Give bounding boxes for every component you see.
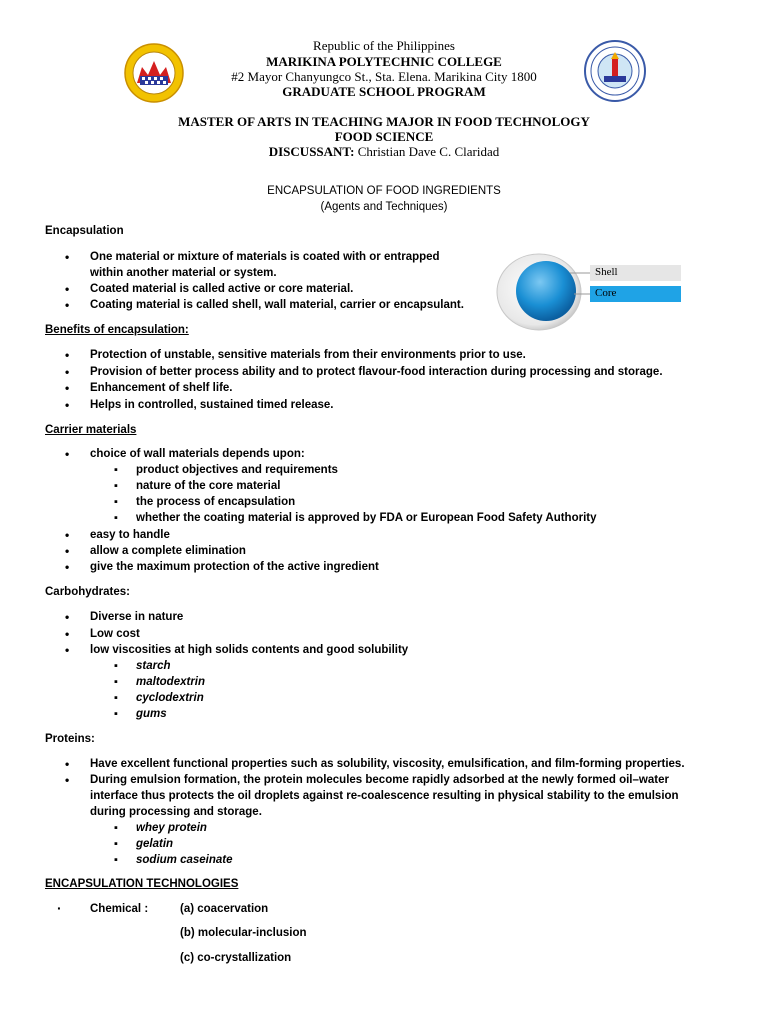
list-item: • Provision of better process ability and to protect flavour-food interaction during processing and storage.: [90, 364, 663, 380]
discussant-name: Christian Dave C. Claridad: [354, 144, 500, 159]
document-subtitle: (Agents and Techniques): [320, 201, 448, 213]
list-item: • Protection of unstable, sensitive materials from their environments prior to use.: [90, 347, 526, 363]
sub-list-item: ▪ whey protein: [136, 820, 207, 836]
college-address: #2 Mayor Chanyungco St., Sta. Elena. Marikina City 1800: [231, 69, 537, 84]
carbohydrates-heading: Carbohydrates:: [45, 586, 130, 598]
list-item: • Coating material is called shell, wall material, carrier or encapsulant.: [90, 297, 464, 313]
subject-title: FOOD SCIENCE: [334, 129, 434, 144]
sub-list-item: ▪ cyclodextrin: [136, 690, 204, 706]
shell-label: Shell: [595, 266, 618, 278]
encapsulation-heading: Encapsulation: [45, 225, 124, 237]
list-item: • Diverse in nature: [90, 609, 183, 625]
list-item: • give the maximum protection of the active ingredient: [90, 559, 379, 575]
list-item: • Have excellent functional properties such as solubility, viscosity, emulsification, and film-forming properties.: [90, 756, 685, 772]
technology-category: · Chemical :: [90, 901, 148, 917]
list-item: • choice of wall materials depends upon:: [90, 446, 305, 462]
proteins-heading: Proteins:: [45, 733, 95, 745]
list-item: • allow a complete elimination: [90, 543, 246, 559]
list-item: • Coated material is called active or core material.: [90, 281, 353, 297]
core-label: Core: [595, 287, 617, 299]
sub-list-item: ▪ starch: [136, 658, 171, 674]
list-item: • Enhancement of shelf life.: [90, 380, 233, 396]
sub-list-item: ▪ gelatin: [136, 836, 173, 852]
republic-line: Republic of the Philippines: [313, 38, 455, 53]
document-title: ENCAPSULATION OF FOOD INGREDIENTS: [267, 185, 501, 197]
degree-title: MASTER OF ARTS IN TEACHING MAJOR IN FOOD TECHNOLOGY: [178, 114, 590, 129]
sub-list-item: ▪ nature of the core material: [136, 478, 280, 494]
sub-list-item: ▪ the process of encapsulation: [136, 494, 295, 510]
technology-item: (c) co-crystallization: [180, 952, 292, 964]
list-item: • During emulsion formation, the protein molecules become rapidly adsorbed at the newly formed oil–water: [90, 772, 669, 788]
discussant-label: DISCUSSANT:: [268, 144, 355, 159]
core-shell-diagram: [494, 252, 684, 332]
list-item-continued: within another material or system.: [90, 267, 277, 279]
list-item-continued: interface thus protects the oil droplets against re-coalescence resulting in physical stability to the emulsion: [90, 790, 679, 802]
list-item: • Helps in controlled, sustained timed release.: [90, 397, 334, 413]
carrier-heading: Carrier materials: [45, 424, 137, 436]
list-item: • One material or mixture of materials is coated with or entrapped: [90, 249, 440, 265]
technology-item: (a) coacervation: [180, 903, 269, 915]
technologies-heading: ENCAPSULATION TECHNOLOGIES: [45, 878, 239, 890]
sub-list-item: ▪ whether the coating material is approved by FDA or European Food Safety Authority: [136, 510, 597, 526]
sub-list-item: ▪ sodium caseinate: [136, 852, 233, 868]
benefits-heading: Benefits of encapsulation:: [45, 324, 189, 336]
college-name: MARIKINA POLYTECHNIC COLLEGE: [266, 54, 502, 69]
list-item-continued: during processing and storage.: [90, 806, 262, 818]
list-item: • Low cost: [90, 626, 140, 642]
sub-list-item: ▪ gums: [136, 706, 167, 722]
list-item: • easy to handle: [90, 527, 170, 543]
sub-list-item: ▪ product objectives and requirements: [136, 462, 338, 478]
discussant-line: [0, 144, 768, 160]
list-item: • low viscosities at high solids contents and good solubility: [90, 642, 408, 658]
program-name: GRADUATE SCHOOL PROGRAM: [282, 84, 486, 99]
sub-list-item: ▪ maltodextrin: [136, 674, 205, 690]
technology-item: (b) molecular-inclusion: [180, 927, 307, 939]
